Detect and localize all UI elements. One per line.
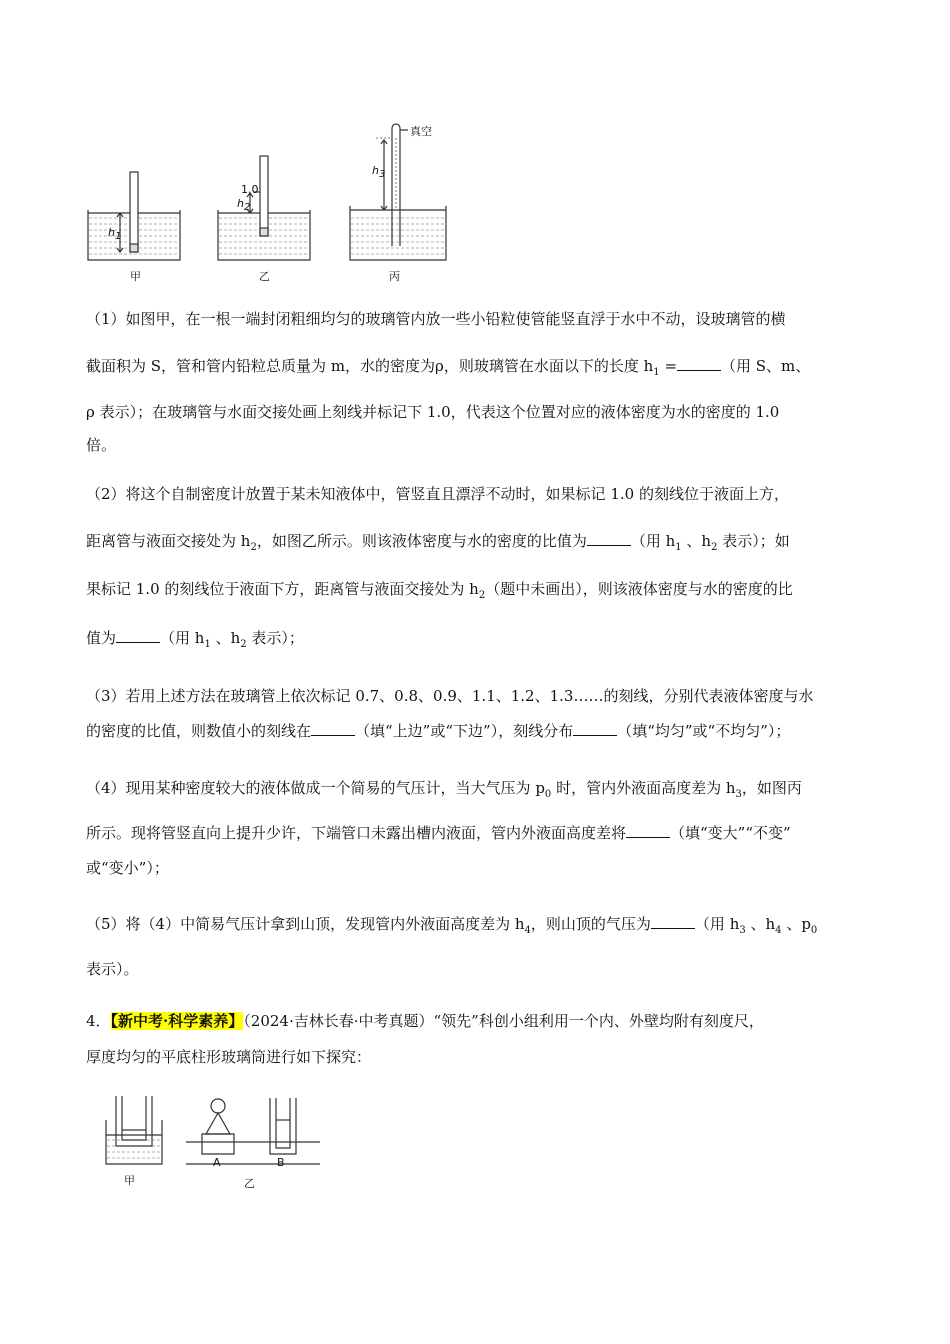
answer-blank-4[interactable] (311, 721, 355, 736)
fig-caption-yi: 乙 (259, 270, 270, 283)
q3-part5-line2: 表示）。 (86, 960, 139, 978)
q3-part1-line2: 截面积为 S，管和管内铅粒总质量为 m，水的密度为ρ，则玻璃管在水面以下的长度 $h_1$ = （用 S、m、 (86, 357, 811, 378)
q3-part4-line1: （4）现用某种密度较大的液体做成一个简易的气压计，当大气压为 $p_0$ 时，管内外液面高度差为 $h_3$，如图丙 (86, 779, 802, 800)
fig-label-A: A (213, 1156, 221, 1169)
q3-part2-line2: 距离管与液面交接处为 $h_2$，如图乙所示。则该液体密度与水的密度的比值为 （用 $h_1$ 、$h_2$ 表示）；如 (86, 532, 790, 553)
figure-yi (218, 156, 310, 260)
q3-part1-line1: （1）如图甲，在一根一端封闭粗细均匀的玻璃管内放一些小铅粒使管能竖直浮于水中不动，设玻璃管的横 (86, 310, 786, 328)
answer-blank-7[interactable] (651, 914, 695, 929)
q3-part3-line2: 的密度的比值，则数值小的刻线在 （填“上边”或“下边”），刻线分布 （填“均匀”或“不均匀”）； (86, 722, 791, 740)
answer-blank-1[interactable] (677, 356, 721, 371)
answer-blank-2[interactable] (587, 531, 631, 546)
q3-part4-line2: 所示。现将管竖直向上提升少许，下端管口未露出槽内液面，管内外液面高度差将 （填“变大”“不变” (86, 824, 791, 842)
fig-caption-bottom-jia: 甲 (124, 1174, 135, 1187)
q4-tag-badge: 【新中考·科学素养】 (110, 1012, 244, 1030)
q3-part5-line1: （5）将（4）中简易气压计拿到山顶，发现管内外液面高度差为 $h_4$，则山顶的气压为 （用 $h_3$ 、$h_4$ 、$p_0$ (86, 915, 818, 936)
fig-label-h3: $h_3$ (372, 164, 386, 181)
figure-top-density-meters (84, 118, 454, 283)
q4-line2: 厚度均匀的平底柱形玻璃筒进行如下探究： (86, 1048, 372, 1066)
answer-blank-3[interactable] (116, 628, 160, 643)
fig-caption-bottom-yi: 乙 (244, 1177, 255, 1190)
q4-line1: 4．【新中考·科学素养】（2024·吉林长春·中考真题）“领先”科创小组利用一个内、外壁均附有刻度尺， (86, 1012, 764, 1030)
answer-blank-5[interactable] (573, 721, 617, 736)
fig-caption-jia: 甲 (130, 270, 141, 283)
fig-label-1-0: 1.0 (241, 183, 259, 196)
q3-part1-line4: 倍。 (86, 436, 117, 454)
q3-part2-line4: 值为 （用 $h_1$ 、$h_2$ 表示）； (86, 629, 304, 650)
fig-caption-bing: 丙 (389, 270, 400, 283)
q3-part2-line1: （2）将这个自制密度计放置于某未知液体中，管竖直且漂浮不动时，如果标记 1.0 的刻线位于液面上方， (86, 485, 789, 503)
figure-bing (350, 124, 446, 260)
fig-label-vacuum: 真空 (410, 125, 432, 138)
fig-label-h1: $h_1$ (108, 226, 122, 243)
answer-blank-6[interactable] (626, 823, 670, 838)
fig-label-B: B (277, 1156, 285, 1169)
figure-jia (88, 172, 180, 260)
q3-part2-line3: 果标记 1.0 的刻线位于液面下方，距离管与液面交接处为 $h_2$（题中未画出），则该液体密度与水的密度的比 (86, 580, 793, 601)
q3-part1-line3: ρ 表示）；在玻璃管与水面交接处画上刻线并标记下 1.0，代表这个位置对应的液体密度为水的密度的 1.0 (86, 403, 780, 421)
fig-label-h2: $h_2$ (237, 197, 251, 214)
q3-part4-line3: 或“变小”）； (86, 859, 169, 877)
q3-part3-line1: （3）若用上述方法在玻璃管上依次标记 0.7、0.8、0.9、1.1、1.2、1.3……的刻线，分别代表液体密度与水 (86, 687, 814, 705)
